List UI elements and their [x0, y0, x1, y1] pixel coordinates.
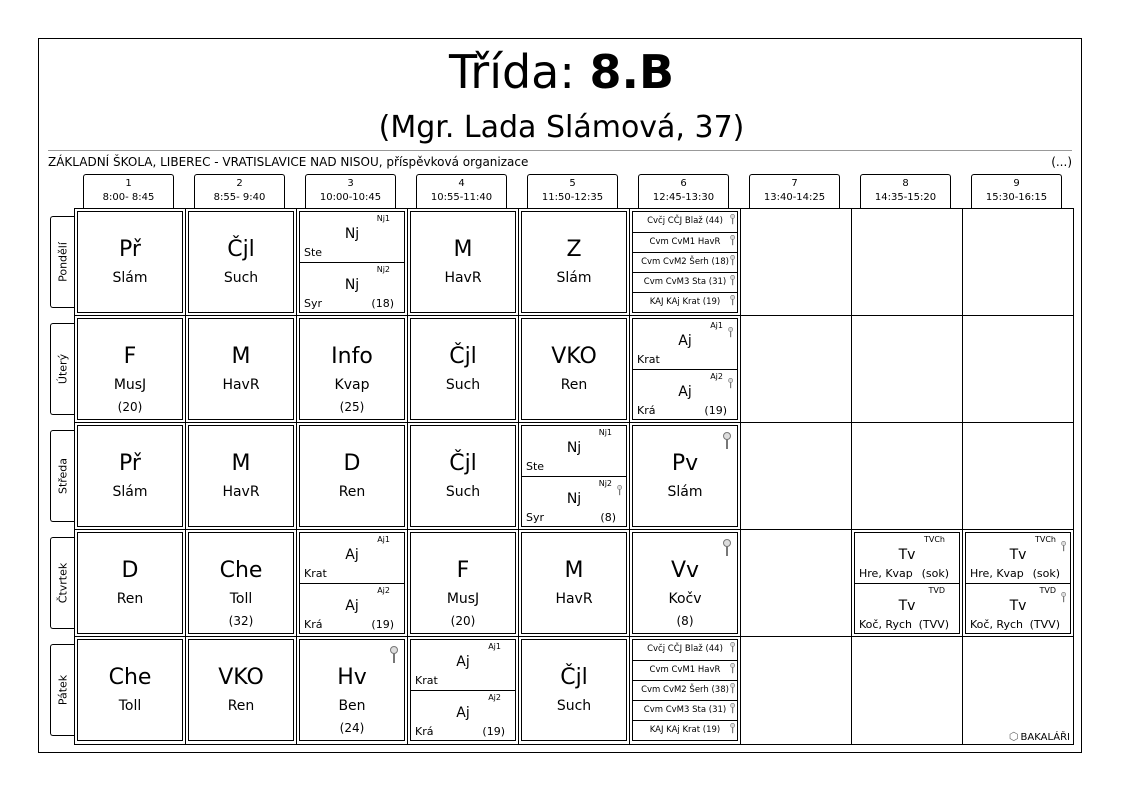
group-label: Aj1	[488, 642, 501, 651]
lesson-room: (24)	[339, 721, 365, 735]
lesson-teacher: Slám	[556, 270, 592, 286]
grid-line	[185, 209, 186, 744]
lesson-subject: Nj	[566, 491, 582, 507]
day-label	[50, 644, 74, 736]
lesson-cell[interactable]	[188, 639, 294, 741]
period-number: 2	[236, 178, 243, 189]
lesson-half[interactable]	[300, 533, 404, 583]
lesson-cell[interactable]	[410, 639, 516, 741]
lesson-cell[interactable]	[299, 639, 405, 741]
lesson-teacher: Krat	[304, 567, 327, 580]
lesson-teacher: Krá	[637, 404, 656, 417]
lesson-cell[interactable]	[299, 532, 405, 634]
lesson-teacher: Such	[445, 484, 481, 500]
lesson-room: (TVV)	[918, 618, 949, 631]
lesson-cell[interactable]	[77, 639, 183, 741]
key-icon	[730, 255, 735, 266]
lesson-cell[interactable]	[632, 532, 738, 634]
lesson-teacher: Kočv	[668, 591, 702, 607]
lesson-subject: Tv	[898, 598, 916, 614]
seminar-item[interactable]: Cvm CvM3 Sta (31)	[633, 272, 737, 292]
lesson-room: (18)	[371, 297, 394, 310]
lesson-subject: Př	[119, 237, 141, 262]
period-header	[305, 174, 396, 208]
period-number: 5	[569, 178, 576, 189]
period-number: 3	[347, 178, 354, 189]
day-name: Pátek	[56, 674, 69, 706]
lesson-cell[interactable]	[299, 425, 405, 527]
lesson-half[interactable]	[411, 640, 515, 690]
group-label: TVD	[928, 586, 945, 595]
period-time: 8:55- 9:40	[213, 192, 266, 203]
key-icon	[730, 703, 735, 714]
lesson-cell[interactable]	[521, 425, 627, 527]
lesson-teacher: Krat	[415, 674, 438, 687]
lesson-teacher: Ren	[227, 698, 255, 714]
lesson-subject: Čjl	[449, 451, 477, 476]
grid-line	[962, 209, 963, 744]
lesson-subject: Vv	[670, 558, 700, 583]
group-label: Nj1	[598, 428, 612, 437]
lesson-cell[interactable]	[632, 211, 738, 313]
lesson-teacher: Ben	[338, 698, 366, 714]
group-label: Aj1	[377, 535, 390, 544]
lesson-half[interactable]	[522, 476, 626, 527]
grid-line	[75, 529, 1073, 530]
group-label: TVCh	[1034, 535, 1056, 544]
lesson-teacher: Ren	[116, 591, 144, 607]
lesson-teacher: Such	[223, 270, 259, 286]
lesson-subject: Nj	[344, 277, 360, 293]
period-header	[638, 174, 729, 208]
key-icon	[723, 432, 731, 450]
lesson-cell[interactable]	[410, 211, 516, 313]
period-header	[860, 174, 951, 208]
lesson-subject: F	[456, 558, 470, 583]
lesson-subject: M	[231, 344, 251, 369]
key-icon	[730, 235, 735, 246]
seminar-item[interactable]: Cvm CvM1 HavR	[633, 660, 737, 680]
lesson-room: (8)	[600, 511, 616, 524]
day-name: Čtvrtek	[56, 562, 69, 604]
period-time: 10:00-10:45	[319, 192, 382, 203]
day-label	[50, 430, 74, 522]
lesson-teacher: Krá	[415, 725, 434, 738]
seminar-item[interactable]: Cvm CvM3 Sta (31)	[633, 700, 737, 720]
lesson-cell[interactable]	[77, 532, 183, 634]
period-time: 12:45-13:30	[652, 192, 715, 203]
key-icon	[728, 378, 733, 389]
seminar-item[interactable]: Cvčj CČJ Blaž (44)	[633, 640, 737, 660]
page-title	[0, 44, 1123, 100]
lesson-cell[interactable]	[632, 318, 738, 420]
lesson-subject: Nj	[344, 226, 360, 242]
lesson-cell[interactable]	[632, 639, 738, 741]
key-icon	[617, 485, 622, 496]
period-time: 15:30-16:15	[985, 192, 1048, 203]
lesson-cell[interactable]	[521, 532, 627, 634]
lesson-subject: Čjl	[227, 237, 255, 262]
grid-line	[740, 209, 741, 744]
grid-line	[75, 315, 1073, 316]
lesson-teacher: Ren	[560, 377, 588, 393]
lesson-cell[interactable]	[188, 532, 294, 634]
lesson-teacher: MusJ	[446, 591, 480, 607]
lesson-subject: M	[564, 558, 584, 583]
group-label: Nj2	[598, 479, 612, 488]
period-header	[527, 174, 618, 208]
grid-line	[518, 209, 519, 744]
lesson-cell[interactable]	[410, 425, 516, 527]
seminar-item[interactable]: Cvm CvM1 HavR	[633, 232, 737, 252]
lesson-room: (19)	[482, 725, 505, 738]
class-teacher: (Mgr. Lada Slámová, 37)	[378, 110, 745, 145]
lesson-half[interactable]	[966, 533, 1070, 583]
key-icon	[723, 539, 731, 557]
lesson-subject: D	[121, 558, 139, 583]
lesson-room: (32)	[228, 614, 254, 628]
key-icon	[1061, 541, 1066, 552]
key-icon	[730, 723, 735, 734]
lesson-room: (19)	[704, 404, 727, 417]
key-icon	[1061, 592, 1066, 603]
brand-label: BAKALÁŘI	[1020, 732, 1070, 743]
lesson-room: (sok)	[921, 567, 949, 580]
key-icon	[390, 646, 398, 664]
day-name: Pondělí	[56, 242, 69, 282]
grid-line	[851, 209, 852, 744]
lesson-cell[interactable]	[965, 532, 1071, 634]
lesson-subject: Př	[119, 451, 141, 476]
lesson-cell[interactable]	[77, 318, 183, 420]
period-time: 11:50-12:35	[541, 192, 604, 203]
lesson-subject: Aj	[345, 547, 359, 563]
lesson-subject: Nj	[566, 440, 582, 456]
lesson-teacher: Such	[556, 698, 592, 714]
group-label: TVD	[1039, 586, 1056, 595]
lesson-teacher: Kvap	[334, 377, 370, 393]
title-prefix: Třída:	[448, 45, 575, 99]
lesson-room: (19)	[371, 618, 394, 631]
lesson-subject: Che	[108, 665, 152, 690]
period-time: 14:35-15:20	[874, 192, 937, 203]
period-header	[749, 174, 840, 208]
lesson-cell[interactable]	[188, 211, 294, 313]
lesson-subject: Z	[566, 237, 582, 262]
group-label: Aj2	[488, 693, 501, 702]
lesson-subject: VKO	[551, 344, 597, 369]
lesson-teacher: Hre, Kvap	[859, 567, 913, 580]
day-name: Úterý	[56, 353, 69, 385]
lesson-cell[interactable]	[854, 532, 960, 634]
lesson-room: (25)	[339, 400, 365, 414]
lesson-teacher: Koč, Rych	[970, 618, 1024, 631]
lesson-teacher: HavR	[222, 484, 260, 500]
key-icon	[730, 295, 735, 306]
lesson-subject: Čjl	[560, 665, 588, 690]
lesson-teacher: Toll	[229, 591, 253, 607]
seminar-item[interactable]: Cvm CvM2 Šerh (38)	[633, 680, 737, 700]
lesson-teacher: Slám	[667, 484, 703, 500]
day-label	[50, 537, 74, 629]
lesson-half[interactable]	[300, 212, 404, 262]
lesson-teacher: Ste	[304, 246, 323, 259]
lesson-teacher: Krá	[304, 618, 323, 631]
grid-line	[75, 636, 1073, 637]
more-link[interactable]: (...)	[1051, 155, 1072, 169]
lesson-room: (sok)	[1032, 567, 1060, 580]
key-icon	[728, 327, 733, 338]
group-label: TVCh	[923, 535, 945, 544]
lesson-subject: Čjl	[449, 344, 477, 369]
lesson-teacher: HavR	[444, 270, 482, 286]
key-icon	[730, 275, 735, 286]
lesson-subject: M	[453, 237, 473, 262]
lesson-half[interactable]	[300, 583, 404, 634]
seminar-item[interactable]: Cvm CvM2 Šerh (18)	[633, 252, 737, 272]
lesson-subject: Tv	[1009, 547, 1027, 563]
lesson-teacher: Syr	[526, 511, 545, 524]
school-name: ZÁKLADNÍ ŠKOLA, LIBEREC - VRATISLAVICE NAD NISOU, příspěvková organizace	[48, 155, 529, 169]
period-number: 4	[458, 178, 465, 189]
lesson-half[interactable]	[300, 262, 404, 313]
lesson-room: (TVV)	[1029, 618, 1060, 631]
day-label	[50, 216, 74, 308]
lesson-room: (20)	[117, 400, 143, 414]
grid-line	[407, 209, 408, 744]
lesson-cell[interactable]	[632, 425, 738, 527]
period-time: 10:55-11:40	[430, 192, 493, 203]
lesson-teacher: HavR	[555, 591, 593, 607]
divider	[48, 150, 1072, 151]
lesson-half[interactable]	[855, 583, 959, 634]
key-icon	[730, 214, 735, 225]
lesson-teacher: Ren	[338, 484, 366, 500]
lesson-room: (8)	[676, 614, 694, 628]
period-number: 7	[791, 178, 798, 189]
lesson-cell[interactable]	[299, 211, 405, 313]
grid-line	[629, 209, 630, 744]
lesson-teacher: Such	[445, 377, 481, 393]
lesson-half[interactable]	[633, 319, 737, 369]
lesson-subject: Tv	[1009, 598, 1027, 614]
lesson-subject: Aj	[456, 654, 470, 670]
lesson-cell[interactable]	[410, 532, 516, 634]
brand-footer	[1009, 730, 1070, 743]
day-label	[50, 323, 74, 415]
lesson-cell[interactable]	[299, 318, 405, 420]
lesson-cell[interactable]	[521, 639, 627, 741]
lesson-subject: F	[123, 344, 137, 369]
day-name: Středa	[56, 457, 69, 495]
period-number: 1	[125, 178, 132, 189]
key-icon	[730, 642, 735, 653]
lesson-teacher: Slám	[112, 270, 148, 286]
class-name: 8.B	[589, 45, 675, 99]
period-number: 6	[680, 178, 687, 189]
lesson-subject: Tv	[898, 547, 916, 563]
group-label: Nj1	[376, 214, 390, 223]
group-label: Aj2	[710, 372, 723, 381]
lesson-teacher: Hre, Kvap	[970, 567, 1024, 580]
key-icon	[730, 683, 735, 694]
lesson-teacher: Slám	[112, 484, 148, 500]
lesson-teacher: HavR	[222, 377, 260, 393]
grid-line	[75, 422, 1073, 423]
lesson-subject: Che	[219, 558, 263, 583]
group-label: Aj2	[377, 586, 390, 595]
group-label: Aj1	[710, 321, 723, 330]
lesson-half[interactable]	[855, 533, 959, 583]
lesson-cell[interactable]	[521, 318, 627, 420]
lesson-subject: Aj	[678, 384, 692, 400]
period-number: 9	[1013, 178, 1020, 189]
lesson-teacher: Toll	[118, 698, 142, 714]
lesson-teacher: MusJ	[113, 377, 147, 393]
seminar-item[interactable]: KAJ KAj Krat (19)	[633, 720, 737, 740]
lesson-teacher: Krat	[637, 353, 660, 366]
lesson-subject: M	[231, 451, 251, 476]
lesson-cell[interactable]	[188, 318, 294, 420]
lesson-teacher: Koč, Rych	[859, 618, 913, 631]
lesson-half[interactable]	[411, 690, 515, 741]
lesson-cell[interactable]	[188, 425, 294, 527]
period-header	[194, 174, 285, 208]
period-time: 13:40-14:25	[763, 192, 826, 203]
lesson-half[interactable]	[966, 583, 1070, 634]
period-time: 8:00- 8:45	[102, 192, 155, 203]
lesson-subject: Info	[331, 344, 373, 369]
lesson-room: (20)	[450, 614, 476, 628]
period-number: 8	[902, 178, 909, 189]
lesson-teacher: Syr	[304, 297, 323, 310]
lesson-subject: Pv	[671, 451, 699, 476]
grid-line	[296, 209, 297, 744]
lesson-cell[interactable]	[410, 318, 516, 420]
lesson-subject: Aj	[456, 705, 470, 721]
key-icon	[730, 663, 735, 674]
lesson-cell[interactable]	[521, 211, 627, 313]
group-label: Nj2	[376, 265, 390, 274]
lesson-cell[interactable]	[77, 211, 183, 313]
lesson-subject: Aj	[345, 598, 359, 614]
lesson-subject: Aj	[678, 333, 692, 349]
seminar-item[interactable]: Cvčj CČJ Blaž (44)	[633, 212, 737, 232]
lesson-cell[interactable]	[77, 425, 183, 527]
lesson-half[interactable]	[522, 426, 626, 476]
gear-icon: ⬡	[1008, 730, 1019, 743]
period-header	[971, 174, 1062, 208]
lesson-subject: D	[343, 451, 361, 476]
lesson-teacher: Ste	[526, 460, 545, 473]
timetable-grid	[74, 208, 1074, 745]
lesson-half[interactable]	[633, 369, 737, 420]
seminar-item[interactable]: KAJ KAj Krat (19)	[633, 292, 737, 312]
period-header	[83, 174, 174, 208]
lesson-subject: VKO	[218, 665, 264, 690]
period-header	[416, 174, 507, 208]
lesson-subject: Hv	[337, 665, 367, 690]
